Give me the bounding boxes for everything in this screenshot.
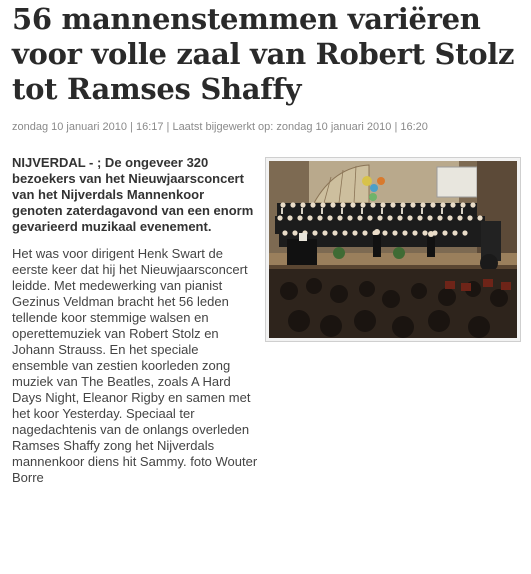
- article-body: Het was voor dirigent Henk Swart de eerste keer dat hij het Nieuwjaarsconcert leidde. Met medewerking van pianist Gezinus Veldman bracht het 56 leden tellende koor stemmige walsen en operettemuziek van Robert Stolz en Johann Strauss. En het speciale ensemble van zestien koorleden zong muziek van The Beatles, zoals A Hard Days Night, Eleanor Rigby en samen met het koor Yesterday. Speciaal ter nagedachtenis van de onlangs overleden Ramses Shaffy zong het Nijverdals mannenkoor diens hit Sammy. foto Wouter Borre: [12, 246, 258, 485]
- article-content: [12, 155, 258, 486]
- article-timestamp: zondag 10 januari 2010 | 16:17 | Laatst bijgewerkt op: zondag 10 januari 2010 | 16:20: [12, 121, 428, 133]
- concert-photo: [265, 157, 521, 342]
- article-lead: NIJVERDAL - ; De ongeveer 320 bezoekers van het Nieuwjaarsconcert van het Nijverdals Mannenkoor genoten zaterdagavond van een enorm gevarieerd muzikaal evenement.: [12, 155, 254, 234]
- article-headline: 56 mannenstemmen variëren voor volle zaal van Robert Stolz tot Ramses Shaffy: [12, 2, 515, 106]
- concert-photo-image: [269, 161, 517, 338]
